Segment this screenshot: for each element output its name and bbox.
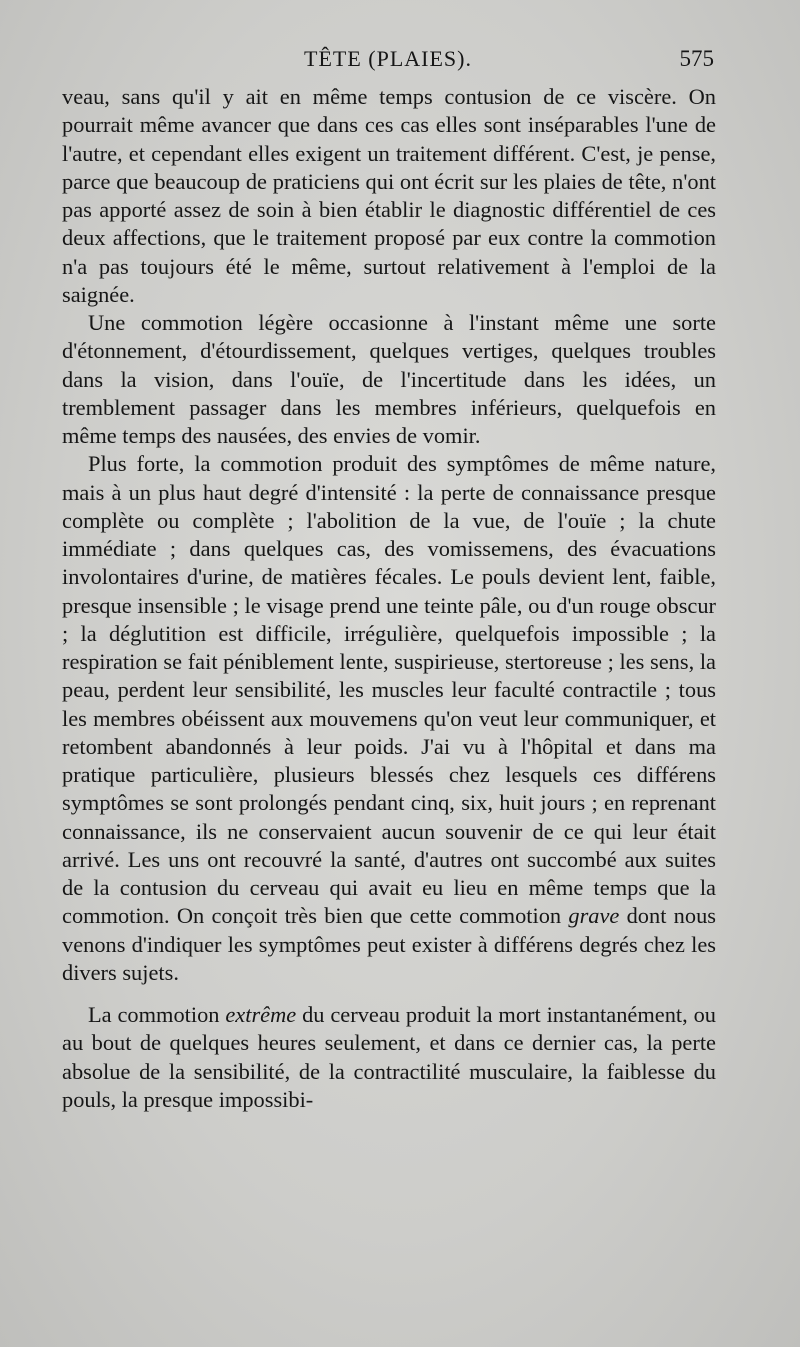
paragraph-3-text-b: dont nous venons d'indiquer les symptômes peut exister à différens degrés chez les divers sujets. [62, 903, 716, 985]
paragraph-4-text-a: La commotion [88, 1002, 226, 1027]
paragraph-1-text: veau, sans qu'il y ait en même temps contusion de ce viscère. On pourrait même avancer que dans ces cas elles sont inséparables l'une de l'autre, et cependant elles exigent un traitement différent. C'est, je pense, parce que beaucoup de praticiens qui ont écrit sur les plaies de tête, n'ont pas apporté assez de soin à bien établir le diagnostic différentiel de ces deux affections, que le traitement proposé par eux contre la commotion n'a pas toujours été le même, surtout relativement à l'emploi de la saignée. [62, 84, 716, 307]
page-number: 575 [679, 46, 714, 71]
paragraph-4-text-b: du cerveau produit la mort instantanément, ou au bout de quelques heures seulement, et dans ce dernier cas, la perte absolue de la sensibilité, de la contractilité musculaire, la faiblesse du pouls, la presque impossibi- [62, 1002, 716, 1112]
paragraph-2 [62, 309, 716, 450]
body-text [62, 83, 716, 1114]
paragraph-4-italic-extreme: extrême [225, 1002, 297, 1027]
paragraph-1 [62, 83, 716, 309]
page-header [62, 46, 714, 80]
paragraph-3 [62, 450, 716, 987]
paragraph-3-italic-grave: grave [568, 903, 620, 929]
running-title: TÊTE (PLAIES). [304, 46, 472, 71]
paragraph-3-text-a: Plus forte, la commotion produit des symptômes de même nature, mais à un plus haut degré d'intensité : la perte de connaissance presque complète ou complète ; l'abolition de la vue, de l'ouïe ; la chute immédiate ; dans quelques cas, des vomissemens, des évacuations involontaires d'urine, de matières fécales. Le pouls devient lent, faible, presque insensible ; le visage prend une teinte pâle, ou d'un rouge obscur ; la déglutition est difficile, irrégulière, quelquefois impossible ; la respiration se fait péniblement lente, suspirieuse, stertoreuse ; les sens, la peau, perdent leur sensibilité, les muscles leur faculté contractile ; tous les membres obéissent aux mouvemens qu'on veut leur communiquer, et retombent abandonnés à leur poids. J'ai vu à l'hôpital et dans ma pratique particulière, plusieurs blessés chez lesquels ces différens symptômes se sont prolongés pendant cinq, six, huit jours ; en reprenant connaissance, ils ne conservaient aucun souvenir de ce qui leur était arrivé. Les uns ont recouvré la santé, d'autres ont succombé aux suites de la contusion du cerveau qui avait eu lieu en même temps que la commotion. On conçoit très bien que cette commotion [62, 451, 716, 929]
paragraph-2-text: Une commotion légère occasionne à l'instant même une sorte d'étonnement, d'étourdissement, quelques vertiges, quelques troubles dans la vision, dans l'ouïe, de l'incertitude dans les idées, un tremblement passager dans les membres inférieurs, quelquefois en même temps des nausées, des envies de vomir. [62, 310, 716, 448]
paragraph-4 [62, 1001, 716, 1114]
